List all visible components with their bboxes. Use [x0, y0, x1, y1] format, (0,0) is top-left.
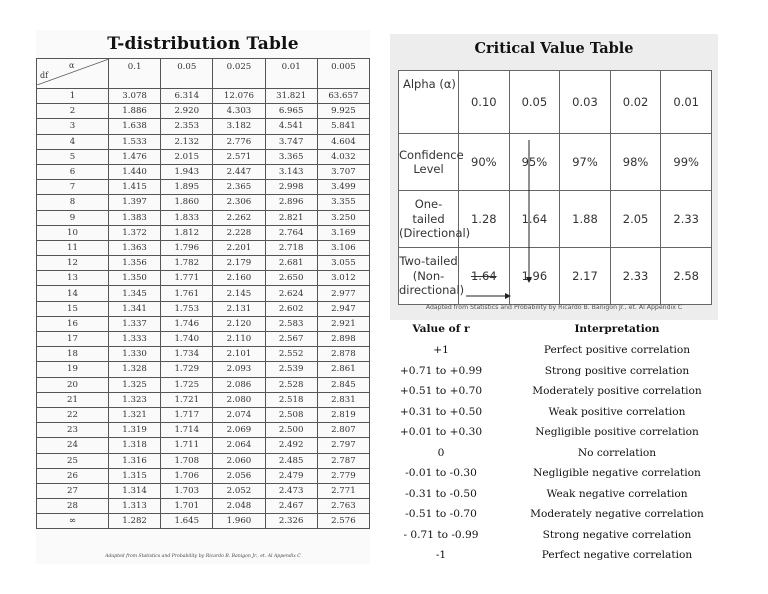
t-table-row	[37, 134, 370, 149]
t-value-cell: 2.518	[265, 392, 317, 407]
cv-alpha-value: 0.10	[459, 71, 510, 134]
df-cell: 17	[37, 332, 109, 347]
t-table-row	[37, 316, 370, 331]
df-cell: 12	[37, 256, 109, 271]
t-value-cell: 12.076	[213, 89, 265, 104]
t-value-cell: 3.143	[265, 164, 317, 179]
r-value-cell: +0.71 to +0.99	[399, 364, 483, 377]
t-value-cell: 1.960	[213, 514, 265, 529]
t-value-cell: 63.657	[317, 89, 369, 104]
r-value-cell: -0.01 to -0.30	[405, 467, 477, 480]
r-value-cell: -0.51 to -0.70	[405, 508, 477, 521]
t-value-cell: 1.717	[161, 407, 213, 422]
t-table-row	[37, 89, 370, 104]
t-value-cell: 2.064	[213, 438, 265, 453]
t-table-row	[37, 362, 370, 377]
t-value-cell: 2.353	[161, 119, 213, 134]
cv-one-tailed-value: 1.88	[560, 191, 611, 248]
t-value-cell: 2.567	[265, 332, 317, 347]
cv-table-footnote: Adapted from Statistics and Probability by Ricardo B. Banigon Jr., et. Al Appendix C	[425, 304, 683, 311]
t-value-cell: 2.539	[265, 362, 317, 377]
t-value-cell: 1.753	[161, 301, 213, 316]
t-value-cell: 9.925	[317, 104, 369, 119]
r-value-cell: -1	[435, 549, 447, 562]
t-value-cell: 2.602	[265, 301, 317, 316]
t-value-cell: 2.921	[317, 316, 369, 331]
t-table-row	[37, 423, 370, 438]
cv-two-tailed-label: Two-tailed (Non-directional)	[399, 248, 459, 305]
df-cell: 9	[37, 210, 109, 225]
cv-two-tailed-value: 1.64	[459, 248, 510, 305]
interpretation-cell: Weak negative correlation	[546, 487, 688, 500]
cv-one-tailed-value: 2.33	[661, 191, 712, 248]
corr-row	[372, 504, 724, 525]
t-value-cell: 2.878	[317, 347, 369, 362]
corr-row	[372, 361, 724, 382]
t-value-cell: 2.821	[265, 210, 317, 225]
t-value-cell: 2.998	[265, 180, 317, 195]
t-value-cell: 1.476	[109, 149, 161, 164]
t-value-cell: 1.282	[109, 514, 161, 529]
t-table-row	[37, 438, 370, 453]
t-value-cell: 1.314	[109, 483, 161, 498]
t-value-cell: 2.650	[265, 271, 317, 286]
r-value-cell: +1	[433, 344, 449, 357]
t-distribution-panel	[36, 30, 370, 564]
t-value-cell: 1.330	[109, 347, 161, 362]
t-table-row	[37, 149, 370, 164]
df-cell: 18	[37, 347, 109, 362]
t-table-row	[37, 225, 370, 240]
t-table-row	[37, 514, 370, 529]
t-value-cell: 1.943	[161, 164, 213, 179]
alpha-header: 0.1	[109, 59, 161, 89]
t-value-cell: 3.012	[317, 271, 369, 286]
cv-alpha-value: 0.05	[509, 71, 560, 134]
interpretation-cell: Negligible negative correlation	[533, 467, 701, 480]
t-value-cell: 1.440	[109, 164, 161, 179]
t-value-cell: 1.746	[161, 316, 213, 331]
df-cell: 3	[37, 119, 109, 134]
t-value-cell: 3.169	[317, 225, 369, 240]
t-value-cell: 2.056	[213, 468, 265, 483]
t-value-cell: 2.069	[213, 423, 265, 438]
t-value-cell: 2.015	[161, 149, 213, 164]
df-cell: 4	[37, 134, 109, 149]
cv-two-tailed-value: 2.33	[610, 248, 661, 305]
cv-two-tailed-row	[399, 248, 712, 305]
corr-row	[372, 422, 724, 443]
t-value-cell: 1.315	[109, 468, 161, 483]
t-value-cell: 1.725	[161, 377, 213, 392]
interpretation-cell: Moderately positive correlation	[532, 385, 702, 398]
t-table-body	[37, 89, 370, 529]
t-value-cell: 1.886	[109, 104, 161, 119]
t-value-cell: 1.323	[109, 392, 161, 407]
t-value-cell: 1.761	[161, 286, 213, 301]
interpretation-cell: Perfect negative correlation	[541, 549, 693, 562]
t-table-row	[37, 271, 370, 286]
cv-confidence-value: 99%	[661, 134, 712, 191]
t-value-cell: 1.703	[161, 483, 213, 498]
t-value-cell: 4.032	[317, 149, 369, 164]
cv-confidence-label: Confidence Level	[399, 134, 459, 191]
df-cell: 27	[37, 483, 109, 498]
t-value-cell: 2.086	[213, 377, 265, 392]
corr-row	[372, 545, 724, 566]
t-value-cell: 5.841	[317, 119, 369, 134]
t-value-cell: 1.708	[161, 453, 213, 468]
t-value-cell: 1.356	[109, 256, 161, 271]
t-value-cell: 1.645	[161, 514, 213, 529]
t-value-cell: 1.638	[109, 119, 161, 134]
t-value-cell: 1.415	[109, 180, 161, 195]
t-table-row	[37, 483, 370, 498]
critical-value-table	[398, 70, 712, 305]
t-table-row	[37, 392, 370, 407]
df-cell: 15	[37, 301, 109, 316]
t-value-cell: 1.812	[161, 225, 213, 240]
t-value-cell: 3.250	[317, 210, 369, 225]
t-value-cell: 2.819	[317, 407, 369, 422]
t-value-cell: 1.337	[109, 316, 161, 331]
t-value-cell: 4.541	[265, 119, 317, 134]
t-value-cell: 1.833	[161, 210, 213, 225]
t-value-cell: 2.896	[265, 195, 317, 210]
cv-alpha-label: Alpha (α)	[399, 71, 459, 134]
t-value-cell: 3.078	[109, 89, 161, 104]
t-value-cell: 2.552	[265, 347, 317, 362]
t-value-cell: 2.977	[317, 286, 369, 301]
t-value-cell: 1.328	[109, 362, 161, 377]
t-table-row	[37, 104, 370, 119]
r-value-cell: +0.01 to +0.30	[399, 426, 483, 439]
t-value-cell: 2.508	[265, 407, 317, 422]
t-value-cell: 2.845	[317, 377, 369, 392]
t-value-cell: 1.313	[109, 499, 161, 514]
t-value-cell: 3.106	[317, 240, 369, 255]
t-value-cell: 3.055	[317, 256, 369, 271]
t-value-cell: 2.787	[317, 453, 369, 468]
t-value-cell: 1.714	[161, 423, 213, 438]
t-table-row	[37, 332, 370, 347]
t-value-cell: 1.321	[109, 407, 161, 422]
t-value-cell: 2.681	[265, 256, 317, 271]
t-value-cell: 1.729	[161, 362, 213, 377]
cv-one-tailed-row	[399, 191, 712, 248]
critical-value-panel	[390, 34, 718, 320]
r-value-cell: +0.51 to +0.70	[399, 385, 483, 398]
t-value-cell: 2.576	[317, 514, 369, 529]
alpha-header: 0.05	[161, 59, 213, 89]
t-table-row	[37, 286, 370, 301]
interpretation-cell: Strong positive correlation	[544, 364, 690, 377]
cv-table-title: Critical Value Table	[474, 40, 634, 57]
t-value-cell: 1.318	[109, 438, 161, 453]
cv-alpha-row	[399, 71, 712, 134]
value-of-r-header: Value of r	[412, 323, 470, 335]
t-value-cell: 2.831	[317, 392, 369, 407]
t-value-cell: 3.182	[213, 119, 265, 134]
t-value-cell: 1.533	[109, 134, 161, 149]
t-table-row	[37, 180, 370, 195]
t-value-cell: 1.701	[161, 499, 213, 514]
df-cell: 28	[37, 499, 109, 514]
df-cell: 26	[37, 468, 109, 483]
t-value-cell: 1.860	[161, 195, 213, 210]
df-cell: 8	[37, 195, 109, 210]
cv-confidence-value: 90%	[459, 134, 510, 191]
t-value-cell: 1.721	[161, 392, 213, 407]
df-cell: ∞	[37, 514, 109, 529]
r-value-cell: 0	[437, 446, 445, 459]
t-value-cell: 1.771	[161, 271, 213, 286]
t-value-cell: 1.397	[109, 195, 161, 210]
df-cell: 25	[37, 453, 109, 468]
t-table-row	[37, 407, 370, 422]
corr-row	[372, 402, 724, 423]
t-table-row	[37, 195, 370, 210]
t-value-cell: 2.771	[317, 483, 369, 498]
t-value-cell: 2.179	[213, 256, 265, 271]
corr-row	[372, 525, 724, 546]
t-table-footnote: Adapted from Statistics and Probability by Ricardo B. Banigon Jr., et. Al Appendix C	[105, 554, 301, 559]
df-cell: 10	[37, 225, 109, 240]
t-value-cell: 1.895	[161, 180, 213, 195]
t-value-cell: 2.583	[265, 316, 317, 331]
t-value-cell: 2.797	[317, 438, 369, 453]
t-table-row	[37, 377, 370, 392]
t-value-cell: 1.796	[161, 240, 213, 255]
interpretation-cell: Weak positive correlation	[548, 405, 686, 418]
t-value-cell: 1.706	[161, 468, 213, 483]
alpha-header: 0.005	[317, 59, 369, 89]
t-value-cell: 2.060	[213, 453, 265, 468]
cv-confidence-row	[399, 134, 712, 191]
cv-one-tailed-value: 1.28	[459, 191, 510, 248]
df-cell: 5	[37, 149, 109, 164]
cv-confidence-value: 98%	[610, 134, 661, 191]
t-value-cell: 2.228	[213, 225, 265, 240]
t-value-cell: 1.319	[109, 423, 161, 438]
t-value-cell: 1.345	[109, 286, 161, 301]
t-value-cell: 2.262	[213, 210, 265, 225]
corr-row	[372, 443, 724, 464]
corr-table-body	[372, 340, 724, 566]
cv-one-tailed-value: 2.05	[610, 191, 661, 248]
t-value-cell: 2.160	[213, 271, 265, 286]
df-cell: 1	[37, 89, 109, 104]
interpretation-cell: Perfect positive correlation	[543, 344, 691, 357]
df-cell: 6	[37, 164, 109, 179]
t-value-cell: 1.782	[161, 256, 213, 271]
t-value-cell: 1.740	[161, 332, 213, 347]
t-value-cell: 1.316	[109, 453, 161, 468]
correlation-interpretation-table	[372, 318, 724, 566]
cv-one-tailed-label: One-tailed (Directional)	[399, 191, 459, 248]
t-value-cell: 2.131	[213, 301, 265, 316]
cv-alpha-value: 0.01	[661, 71, 712, 134]
t-value-cell: 31.821	[265, 89, 317, 104]
t-table-title: T-distribution Table	[107, 34, 299, 54]
t-table-row	[37, 240, 370, 255]
df-cell: 21	[37, 392, 109, 407]
t-table-row	[37, 499, 370, 514]
alpha-label: α	[69, 61, 75, 70]
cv-alpha-value: 0.03	[560, 71, 611, 134]
t-value-cell: 2.306	[213, 195, 265, 210]
cv-confidence-value: 95%	[509, 134, 560, 191]
t-value-cell: 2.571	[213, 149, 265, 164]
t-value-cell: 2.763	[317, 499, 369, 514]
t-table-row	[37, 210, 370, 225]
t-table-row	[37, 301, 370, 316]
t-value-cell: 2.467	[265, 499, 317, 514]
t-table-row	[37, 347, 370, 362]
df-cell: 14	[37, 286, 109, 301]
t-value-cell: 2.110	[213, 332, 265, 347]
t-table-header-row	[37, 59, 370, 89]
cv-two-tailed-value: 2.58	[661, 248, 712, 305]
t-value-cell: 2.326	[265, 514, 317, 529]
alpha-header: 0.01	[265, 59, 317, 89]
t-value-cell: 2.920	[161, 104, 213, 119]
t-value-cell: 1.350	[109, 271, 161, 286]
cv-one-tailed-value: 1.64	[509, 191, 560, 248]
df-cell: 13	[37, 271, 109, 286]
df-cell: 2	[37, 104, 109, 119]
t-value-cell: 6.314	[161, 89, 213, 104]
cv-alpha-value: 0.02	[610, 71, 661, 134]
r-value-cell: - 0.71 to -0.99	[403, 528, 479, 541]
t-value-cell: 2.048	[213, 499, 265, 514]
t-distribution-table	[36, 58, 370, 529]
t-value-cell: 4.604	[317, 134, 369, 149]
t-table-row	[37, 453, 370, 468]
t-value-cell: 2.861	[317, 362, 369, 377]
t-value-cell: 1.341	[109, 301, 161, 316]
corr-row	[372, 484, 724, 505]
t-table-row	[37, 164, 370, 179]
t-value-cell: 1.325	[109, 377, 161, 392]
df-label: df	[40, 71, 49, 80]
t-value-cell: 2.485	[265, 453, 317, 468]
t-value-cell: 2.947	[317, 301, 369, 316]
t-value-cell: 4.303	[213, 104, 265, 119]
df-cell: 20	[37, 377, 109, 392]
t-value-cell: 2.479	[265, 468, 317, 483]
alpha-header: 0.025	[213, 59, 265, 89]
t-value-cell: 2.807	[317, 423, 369, 438]
t-value-cell: 2.447	[213, 164, 265, 179]
interpretation-cell: Moderately negative correlation	[530, 508, 704, 521]
df-cell: 7	[37, 180, 109, 195]
interpretation-cell: Negligible positive correlation	[535, 426, 699, 439]
interpretation-cell: Strong negative correlation	[542, 528, 692, 541]
t-value-cell: 2.898	[317, 332, 369, 347]
corr-header-row	[372, 318, 724, 340]
r-value-cell: +0.31 to +0.50	[399, 405, 483, 418]
corr-row	[372, 340, 724, 361]
corr-row	[372, 463, 724, 484]
t-value-cell: 2.365	[213, 180, 265, 195]
df-cell: 24	[37, 438, 109, 453]
df-cell: 22	[37, 407, 109, 422]
t-value-cell: 1.363	[109, 240, 161, 255]
t-value-cell: 2.201	[213, 240, 265, 255]
t-value-cell: 2.101	[213, 347, 265, 362]
t-value-cell: 3.499	[317, 180, 369, 195]
t-value-cell: 2.764	[265, 225, 317, 240]
t-value-cell: 2.528	[265, 377, 317, 392]
df-cell: 19	[37, 362, 109, 377]
t-value-cell: 1.372	[109, 225, 161, 240]
df-cell: 23	[37, 423, 109, 438]
t-value-cell: 1.333	[109, 332, 161, 347]
t-value-cell: 2.776	[213, 134, 265, 149]
t-table-row	[37, 119, 370, 134]
cv-two-tailed-value: 1.96	[509, 248, 560, 305]
cv-confidence-value: 97%	[560, 134, 611, 191]
corr-row	[372, 381, 724, 402]
t-value-cell: 2.473	[265, 483, 317, 498]
t-value-cell: 1.734	[161, 347, 213, 362]
t-value-cell: 2.500	[265, 423, 317, 438]
t-value-cell: 2.052	[213, 483, 265, 498]
t-value-cell: 2.080	[213, 392, 265, 407]
df-cell: 16	[37, 316, 109, 331]
t-value-cell: 2.718	[265, 240, 317, 255]
interpretation-cell: No correlation	[577, 446, 657, 459]
t-value-cell: 2.093	[213, 362, 265, 377]
t-value-cell: 1.383	[109, 210, 161, 225]
t-value-cell: 3.355	[317, 195, 369, 210]
t-value-cell: 1.711	[161, 438, 213, 453]
t-value-cell: 2.624	[265, 286, 317, 301]
t-value-cell: 2.074	[213, 407, 265, 422]
t-value-cell: 2.492	[265, 438, 317, 453]
df-cell: 11	[37, 240, 109, 255]
interpretation-header: Interpretation	[574, 323, 660, 335]
t-value-cell: 3.747	[265, 134, 317, 149]
t-value-cell: 2.145	[213, 286, 265, 301]
t-value-cell: 2.132	[161, 134, 213, 149]
t-value-cell: 6.965	[265, 104, 317, 119]
t-value-cell: 2.779	[317, 468, 369, 483]
t-value-cell: 2.120	[213, 316, 265, 331]
cv-two-tailed-value: 2.17	[560, 248, 611, 305]
t-table-row	[37, 468, 370, 483]
r-value-cell: -0.31 to -0.50	[405, 487, 477, 500]
t-value-cell: 3.707	[317, 164, 369, 179]
t-table-corner-cell	[37, 59, 109, 89]
t-value-cell: 3.365	[265, 149, 317, 164]
t-table-row	[37, 256, 370, 271]
